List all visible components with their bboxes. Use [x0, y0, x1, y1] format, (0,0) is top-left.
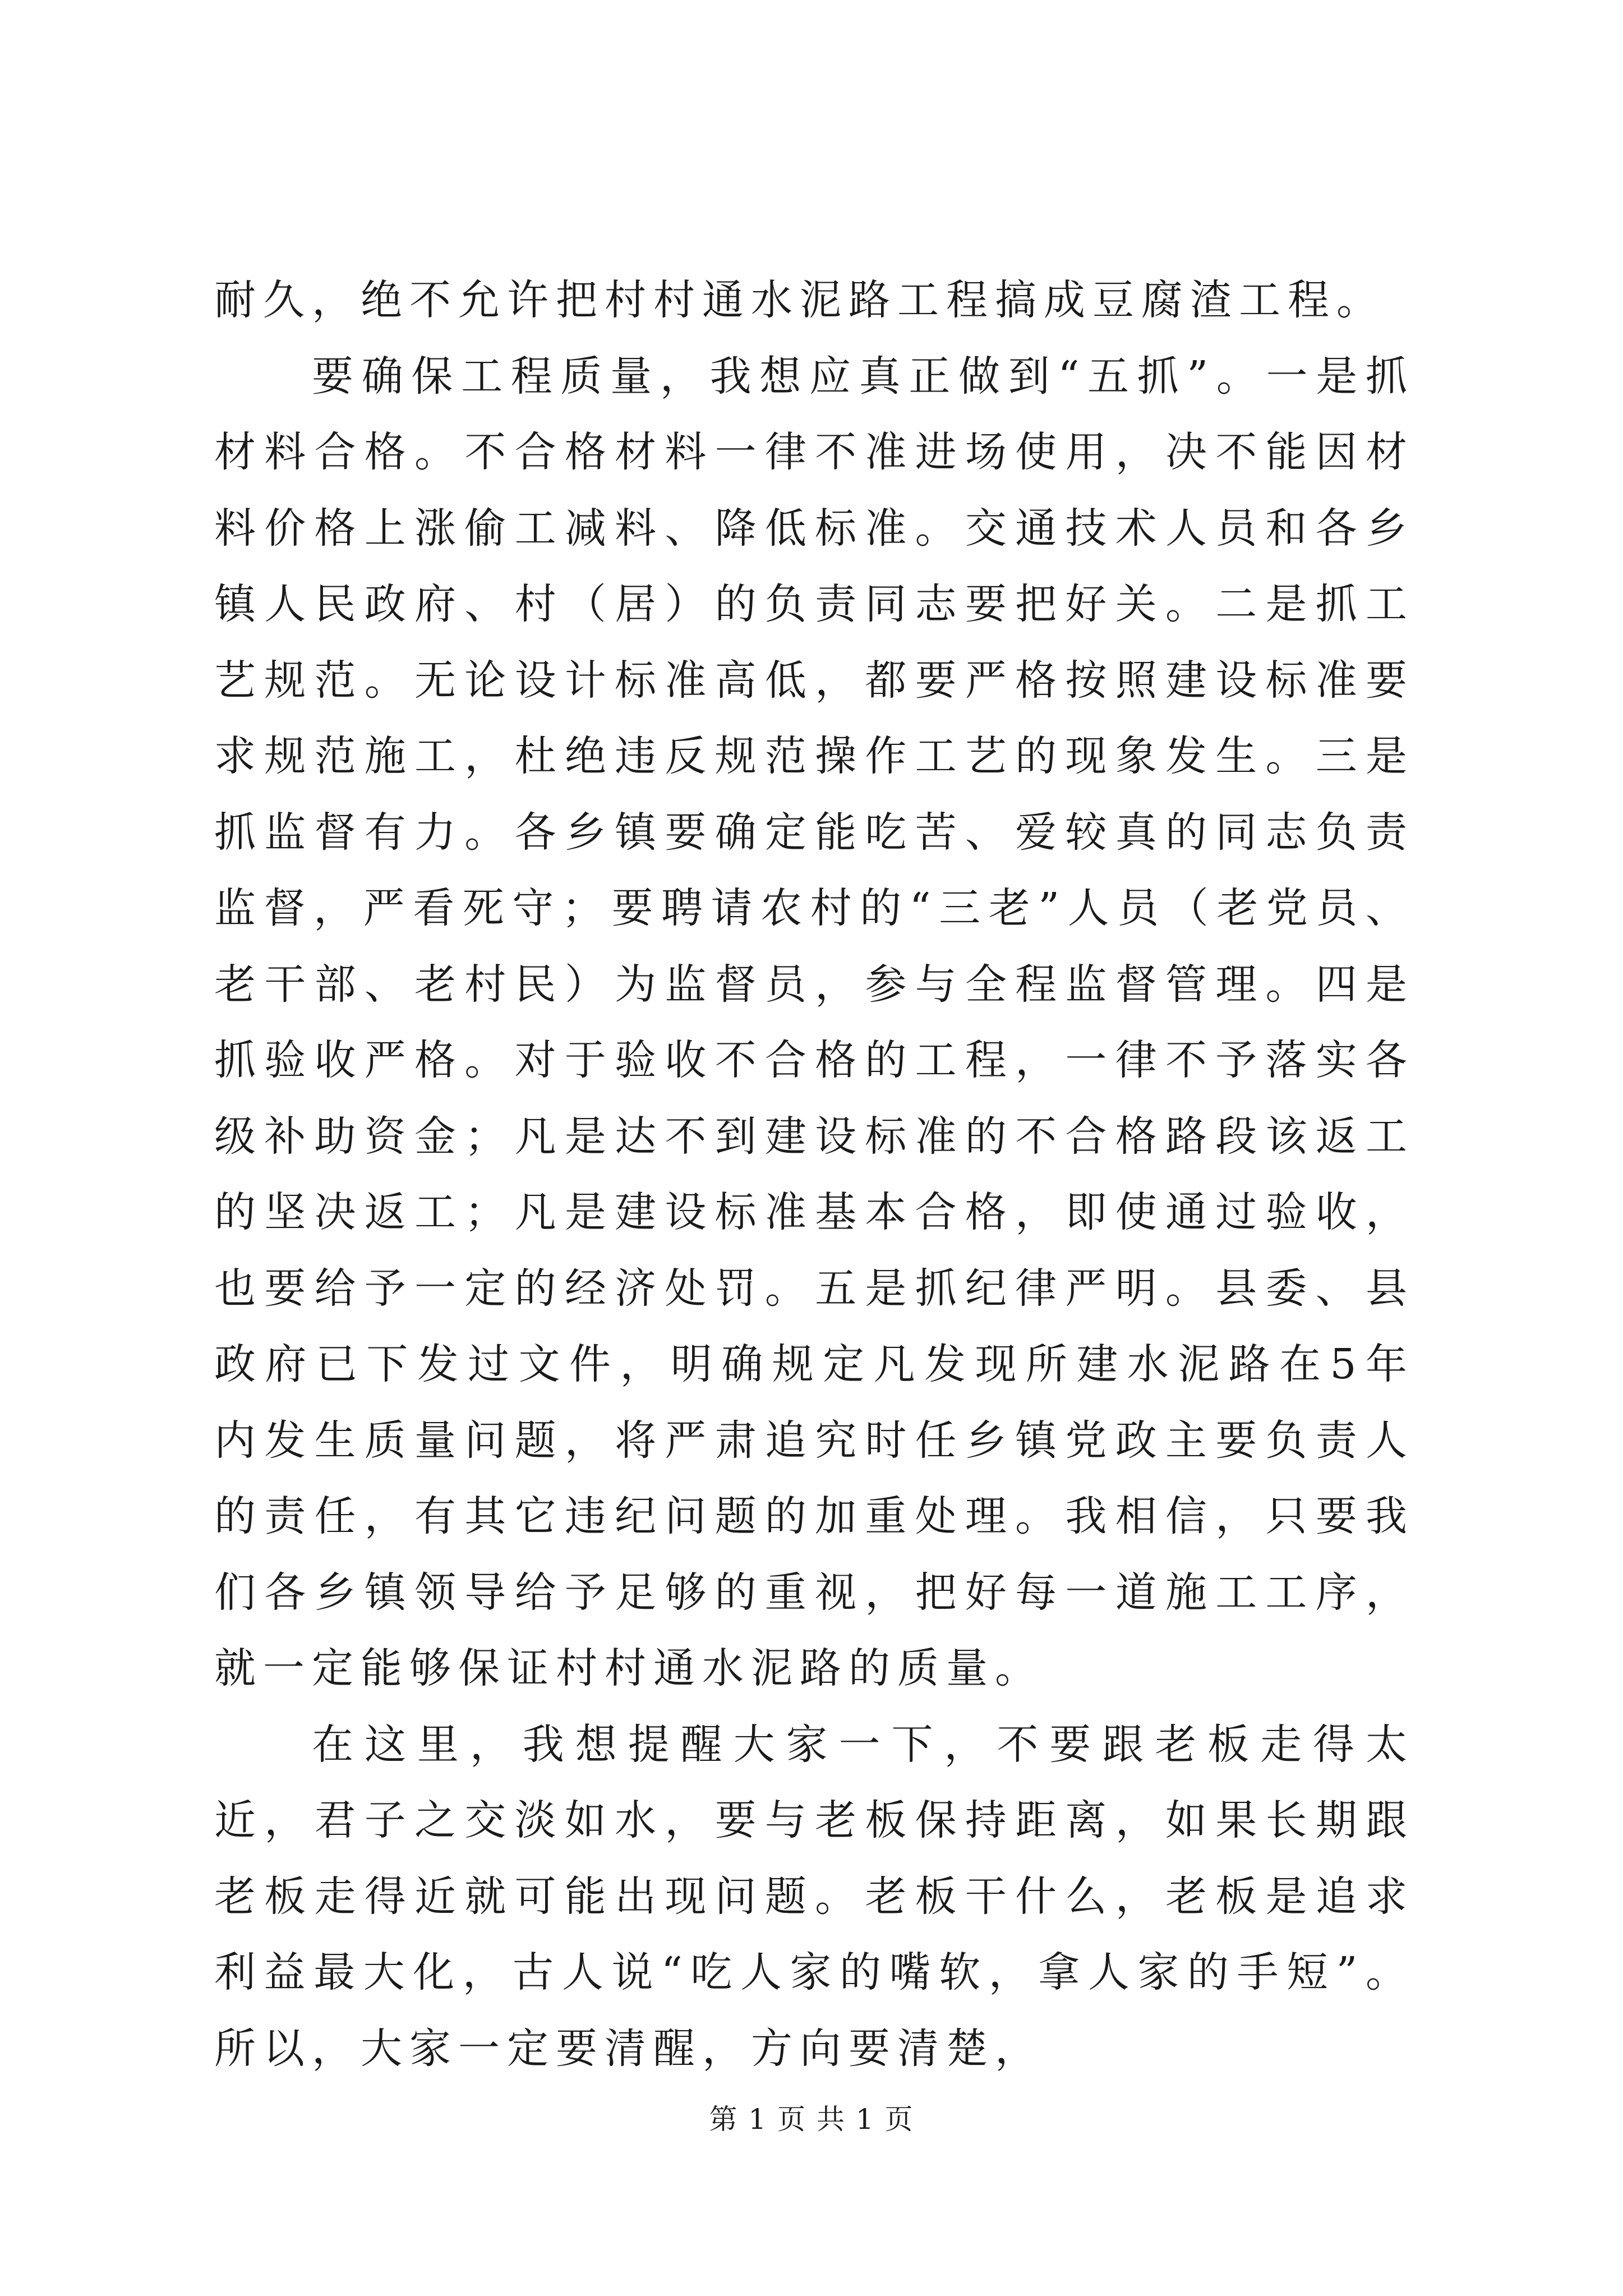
paragraph-continuation: 耐久，绝不允许把村村通水泥路工程搞成豆腐渣工程。	[214, 276, 1385, 324]
paragraph-quality-five-measures: 要确保工程质量，我想应真正做到“五抓”。一是抓材料合格。不合格材料一律不准进场使用，决不能因材料价格上涨偷工减料、降低标准。交通技术人员和各乡镇人民政府、村（居）的负责同志要把好关。二是抓工艺规范。无论设计标准高低，都要严格按照建设标准要求规范施工，杜绝违反规范操作工艺的现象发生。三是抓监督有力。各乡镇要确定能吃苦、爱较真的同志负责监督，严看死守；要聘请农村的“三老”人员（老党员、老干部、老村民）为监督员，参与全程监督管理。四是抓验收严格。对于验收不合格的工程，一律不予落实各级补助资金；凡是达不到建设标准的不合格路段该返工的坚决返工；凡是建设标准基本合格，即使通过验收，也要给予一定的经济处罚。五是抓纪律严明。县委、县政府已下发过文件，明确规定凡发现所建水泥路在5年内发生质量问题，将严肃追究时任乡镇党政主要负责人的责任，有其它违纪问题的加重处理。我相信，只要我们各乡镇领导给予足够的重视，把好每一道施工工序，就一定能够保证村村通水泥路的质量。	[214, 352, 1415, 1692]
document-body	[214, 263, 1414, 2087]
paragraph-reminder: 在这里，我想提醒大家一下，不要跟老板走得太近，君子之交淡如水，要与老板保持距离，如果长期跟老板走得近就可能出现问题。老板干什么，老板是追求利益最大化，古人说“吃人家的嘴软，拿人家的手短”。所以，大家一定要清醒，方向要清楚，	[214, 1720, 1414, 2073]
page-footer: 第 1 页 共 1 页	[709, 2103, 914, 2136]
